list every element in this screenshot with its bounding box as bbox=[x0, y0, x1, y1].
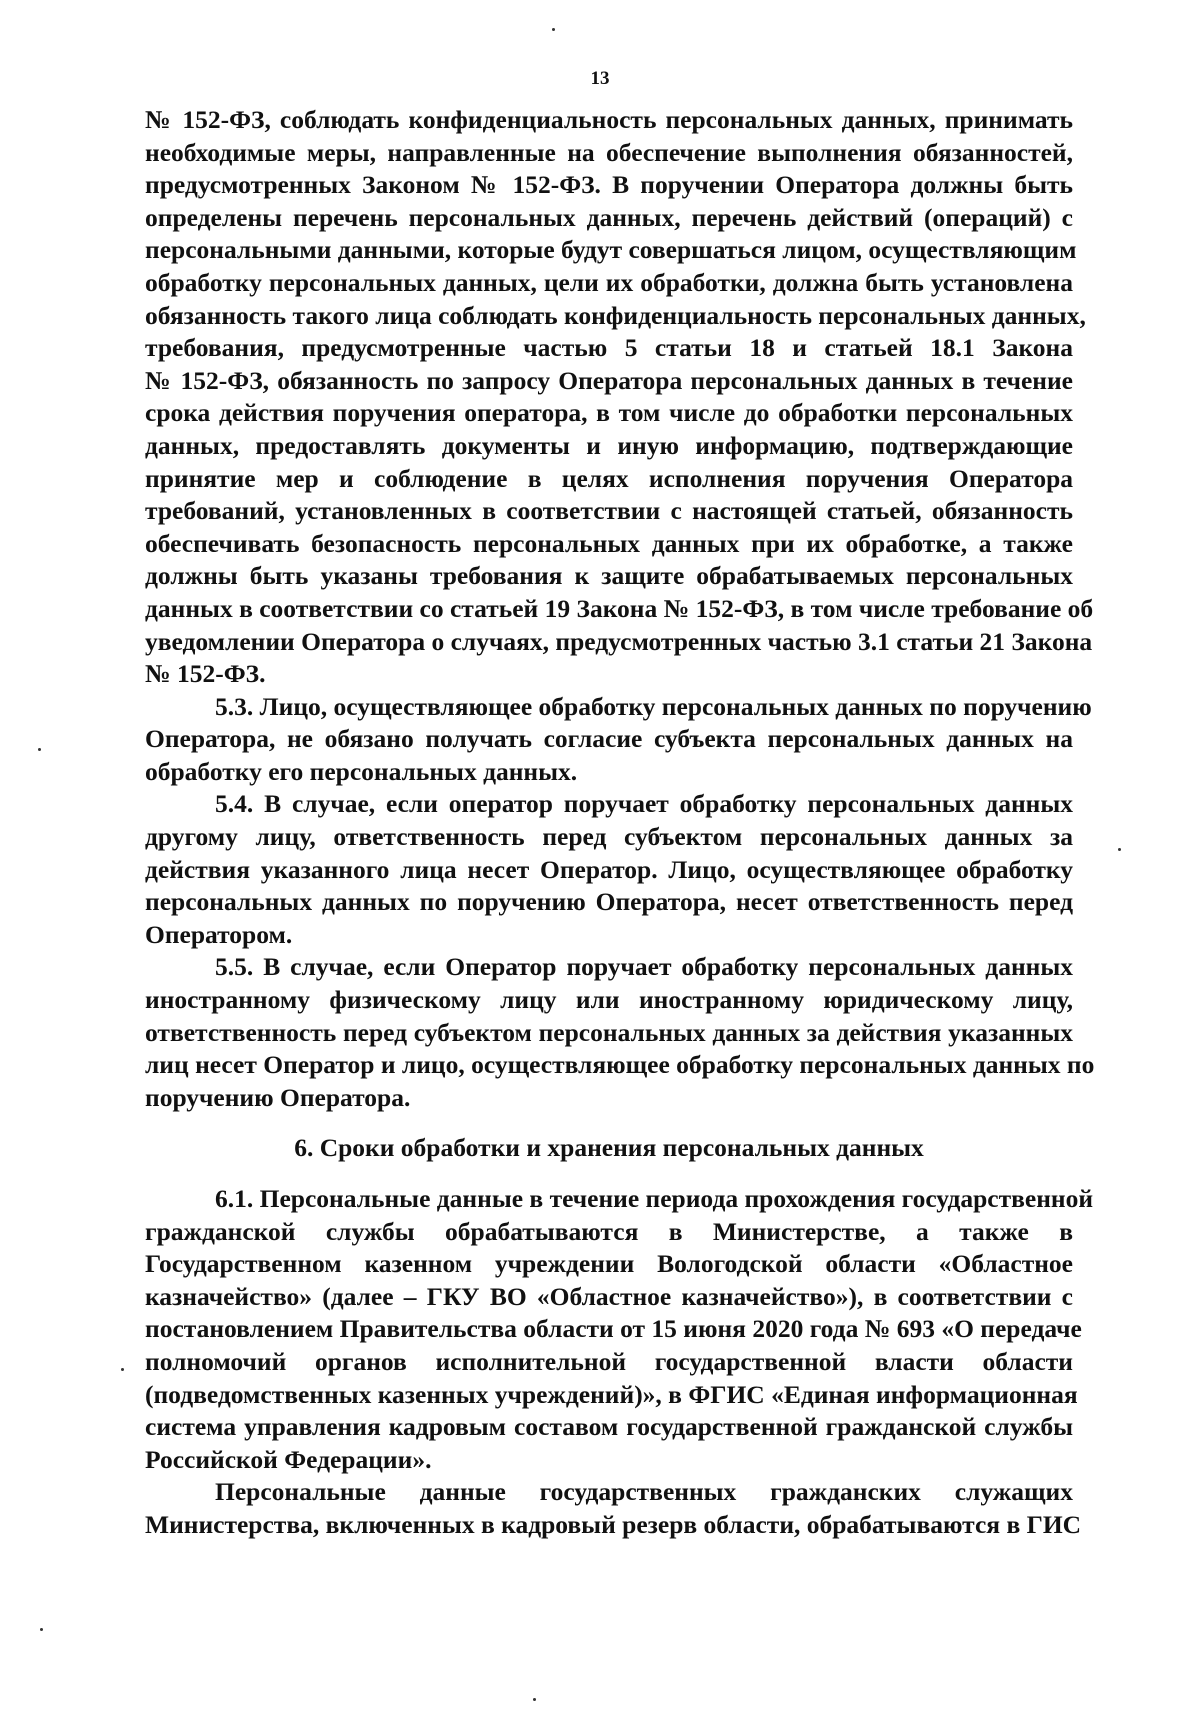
text-line: ответственность перед субъектом персональных данных за действия указанных bbox=[145, 1017, 1073, 1047]
scan-speck bbox=[40, 1628, 43, 1631]
paragraph-6-1 bbox=[145, 1183, 1094, 1476]
text-line: требований, установленных в соответствии с настоящей статьей, обязанность bbox=[145, 496, 1073, 526]
text-line: Министерства, включенных в кадровый резерв области, обрабатываются в ГИС bbox=[145, 1509, 1082, 1539]
paragraph-continuation bbox=[145, 104, 1094, 691]
text-line: персональных данных по поручению Оператора, несет ответственность перед bbox=[145, 887, 1073, 917]
text-line: лиц несет Оператор и лицо, осуществляющее обработку персональных данных по bbox=[145, 1050, 1095, 1080]
text-line: система управления кадровым составом государственной гражданской службы bbox=[145, 1412, 1073, 1442]
paragraph-5-4 bbox=[145, 788, 1073, 951]
text-line: требования, предусмотренные частью 5 статьи 18 и статьей 18.1 Закона bbox=[145, 333, 1073, 363]
page-number: 13 bbox=[590, 68, 610, 89]
text-line: обработку его персональных данных. bbox=[145, 756, 578, 786]
text-line: 5.3. Лицо, осуществляющее обработку персональных данных по поручению bbox=[215, 691, 1092, 721]
text-line: Государственном казенном учреждении Вологодской области «Областное bbox=[145, 1249, 1073, 1279]
scan-speck bbox=[552, 28, 555, 31]
text-line: должны быть указаны требования к защите обрабатываемых персональных bbox=[145, 561, 1073, 591]
text-line: определены перечень персональных данных, перечень действий (операций) с bbox=[145, 202, 1073, 232]
text-line: данных, предоставлять документы и иную информацию, подтверждающие bbox=[145, 430, 1073, 460]
text-line: 6.1. Персональные данные в течение периода прохождения государственной bbox=[215, 1184, 1094, 1213]
text-line: данных в соответствии со статьей 19 Закона № 152-ФЗ, в том числе требование об bbox=[145, 593, 1094, 623]
text-line: полномочий органов исполнительной государственной власти области bbox=[145, 1346, 1073, 1376]
text-line: поручению Оператора. bbox=[145, 1082, 411, 1112]
text-line: Персональные данные государственных гражданских служащих bbox=[215, 1477, 1073, 1507]
text-line: срока действия поручения оператора, в том числе до обработки персональных bbox=[145, 398, 1073, 428]
text-line: Оператором. bbox=[145, 919, 293, 949]
text-line: персональными данными, которые будут совершаться лицом, осуществляющим bbox=[145, 235, 1077, 265]
text-line: необходимые меры, направленные на обеспечение выполнения обязанностей, bbox=[145, 137, 1073, 167]
scan-speck bbox=[38, 748, 41, 751]
text-line: казначейство» (далее – ГКУ ВО «Областное казначейство»), в соответствии с bbox=[145, 1281, 1073, 1311]
text-line: обработку персональных данных, цели их обработки, должна быть установлена bbox=[145, 267, 1073, 297]
text-line: (подведомственных казенных учреждений)», в ФГИС «Единая информационная bbox=[145, 1379, 1078, 1409]
text-line: принятие мер и соблюдение в целях исполнения поручения Оператора bbox=[145, 463, 1073, 493]
scan-speck bbox=[1118, 848, 1121, 851]
text-line: 5.4. В случае, если оператор поручает обработку персональных данных bbox=[215, 789, 1073, 819]
text-line: № 152-ФЗ, соблюдать конфиденциальность персональных данных, принимать bbox=[145, 105, 1073, 134]
paragraph-6-2 bbox=[145, 1476, 1082, 1541]
scan-speck bbox=[121, 1368, 124, 1371]
scan-speck bbox=[533, 1698, 536, 1701]
text-line: № 152-ФЗ. bbox=[145, 659, 266, 689]
document-body bbox=[145, 104, 1095, 1542]
text-line: Оператора, не обязано получать согласие субъекта персональных данных на bbox=[145, 724, 1073, 754]
text-line: Российской Федерации». bbox=[145, 1444, 432, 1474]
text-line: иностранному физическому лицу или иностранному юридическому лицу, bbox=[145, 985, 1073, 1015]
paragraph-5-5 bbox=[145, 951, 1095, 1114]
text-line: № 152-ФЗ, обязанность по запросу Оператора персональных данных в течение bbox=[145, 365, 1073, 395]
text-line: другому лицу, ответственность перед субъектом персональных данных за bbox=[145, 822, 1073, 852]
section-heading: 6. Сроки обработки и хранения персональных данных bbox=[294, 1133, 924, 1163]
text-line: гражданской службы обрабатываются в Министерстве, а также в bbox=[145, 1216, 1073, 1246]
text-line: уведомлении Оператора о случаях, предусмотренных частью 3.1 статьи 21 Закона bbox=[145, 626, 1093, 656]
text-line: 5.5. В случае, если Оператор поручает обработку персональных данных bbox=[215, 952, 1073, 982]
text-line: предусмотренных Законом № 152-ФЗ. В поручении Оператора должны быть bbox=[145, 170, 1073, 200]
text-line: постановлением Правительства области от 15 июня 2020 года № 693 «О передаче bbox=[145, 1314, 1082, 1344]
text-line: обеспечивать безопасность персональных данных при их обработке, а также bbox=[145, 528, 1073, 558]
text-line: действия указанного лица несет Оператор. Лицо, осуществляющее обработку bbox=[145, 854, 1073, 884]
paragraph-5-3 bbox=[145, 691, 1092, 789]
text-line: обязанность такого лица соблюдать конфиденциальность персональных данных, bbox=[145, 300, 1086, 330]
